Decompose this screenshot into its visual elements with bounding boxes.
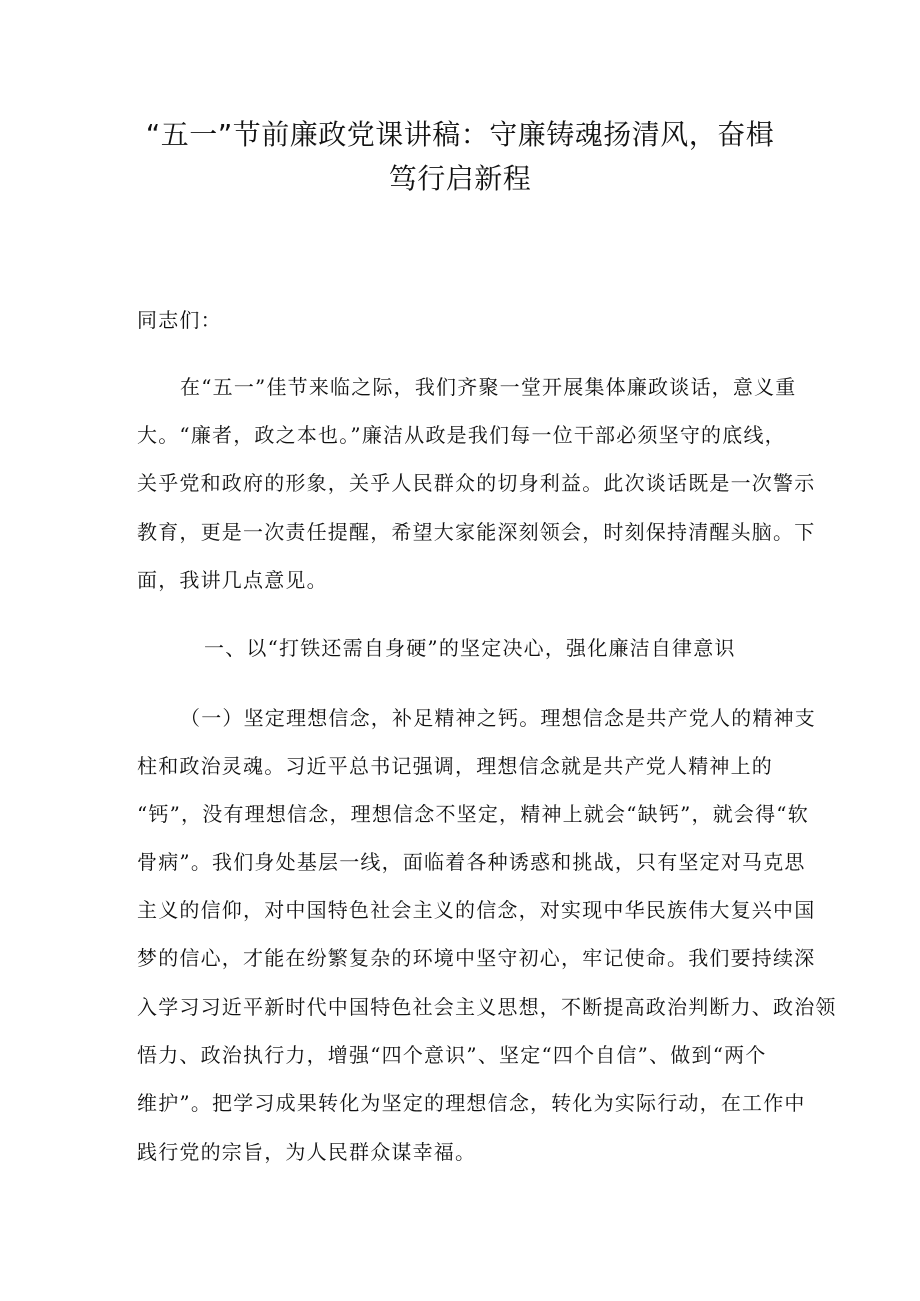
subsection-line-1: （一）坚定理想信念，补足精神之钙。理想信念是共产党人的精神支 <box>180 706 816 730</box>
subsection-line-9: 维护”。把学习成果转化为坚定的理想信念，转化为实际行动，在工作中 <box>137 1091 806 1115</box>
subsection-line-3: “钙”，没有理想信念，理想信念不坚定，精神上就会“缺钙”，就会得“软 <box>137 802 809 826</box>
intro-line-1: 在“五一”佳节来临之际，我们齐聚一堂开展集体廉政谈话，意义重 <box>180 375 797 399</box>
section-heading: 一、以“打铁还需自身硬”的坚定决心，强化廉洁自律意识 <box>204 636 736 660</box>
intro-line-5: 面，我讲几点意见。 <box>137 568 328 592</box>
document-title-line-2: 笃行启新程 <box>388 162 532 195</box>
intro-line-3: 关乎党和政府的形象，关乎人民群众的切身利益。此次谈话既是一次警示 <box>137 471 816 495</box>
subsection-line-7: 入学习习近平新时代中国特色社会主义思想，不断提高政治判断力、政治领 <box>137 995 837 1019</box>
intro-line-4: 教育，更是一次责任提醒，希望大家能深刻领会，时刻保持清醒头脑。下 <box>137 520 816 544</box>
subsection-line-4: 骨病”。我们身处基层一线，面临着各种诱惑和挑战，只有坚定对马克思 <box>137 850 806 874</box>
subsection-line-6: 梦的信心，才能在纷繁复杂的环境中坚守初心，牢记使命。我们要持续深 <box>137 946 816 970</box>
subsection-line-10: 践行党的宗旨，为人民群众谋幸福。 <box>137 1140 477 1164</box>
salutation: 同志们： <box>137 308 222 332</box>
subsection-line-8: 悟力、政治执行力，增强“四个意识”、坚定“四个自信”、做到“两个 <box>137 1043 767 1067</box>
subsection-line-5: 主义的信仰，对中国特色社会主义的信念，对实现中华民族伟大复兴中国 <box>137 898 816 922</box>
document-title-line-1: “五一”节前廉政党课讲稿：守廉铸魂扬清风，奋楫 <box>145 118 775 151</box>
intro-line-2: 大。“廉者，政之本也。”廉洁从政是我们每一位干部必须坚守的底线， <box>137 423 786 447</box>
subsection-line-2: 柱和政治灵魂。习近平总书记强调，理想信念就是共产党人精神上的 <box>137 754 773 778</box>
